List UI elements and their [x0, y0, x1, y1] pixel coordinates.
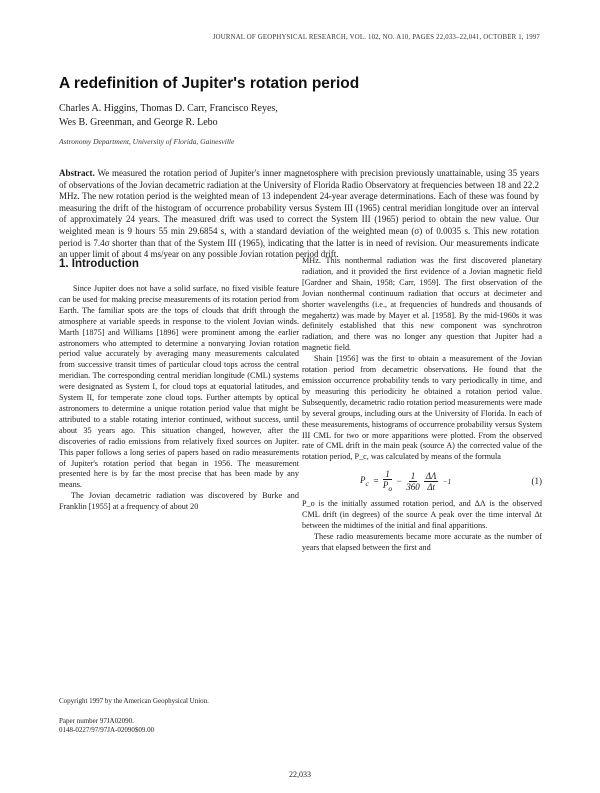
author-line-1: Charles A. Higgins, Thomas D. Carr, Francisco Reyes,: [59, 103, 278, 114]
left-column: [59, 258, 299, 513]
paper-title: A redefinition of Jupiter's rotation period: [59, 75, 360, 92]
author-list: [59, 102, 479, 130]
eq-equals: =: [372, 476, 379, 487]
eq-exponent: −1: [442, 476, 452, 486]
copyright-note: Copyright 1997 by the American Geophysical Union.: [59, 697, 209, 705]
body-paragraph: The Jovian decametric radiation was discovered by Burke and Franklin [1955] at a frequency of about 20: [59, 491, 299, 512]
body-paragraph: Since Jupiter does not have a solid surface, no fixed visible feature can be used for making precise measurements of its rotation period from Earth. The familiar spots are the tops of clouds that drift through the atmosphere at variable speeds in response to the violent Jovian winds. Marth [1875] and Williams [1896] were prominent among the earlier astronomers who attempted to determine a nonvarying Jovian rotation period value accurately by averaging many measurements calculated from successive transit times of particular cloud tops across the central meridian. The corresponding central meridian longitude (CML) systems were designated as System I, for cloud tops at equatorial latitudes, and System II, for temperate zone cloud tops. Further attempts by optical astronomers to determine a unique rotation period value that might be attributed to a stable rotating interior continued, without success, until about 35 years ago. This situation changed, however, after the discoveries of radio emissions from relatively fixed sources on Jupiter. This paper follows a long series of papers based on radio measurements of Jupiter's rotation period that began in 1956. The measurement presented here is by far the most precise that has been made by any means.: [59, 284, 299, 490]
equation-1: [302, 467, 542, 495]
equation-number: (1): [531, 476, 542, 487]
paper-number-block: [59, 717, 299, 735]
body-paragraph: Shain [1956] was the first to obtain a measurement of the Jovian rotation period from decametric observations. He found that the emission occurrence probability tends to vary periodically in time, and by measuring this periodicity he obtained a rotation period value. Subsequently, decametric radio rotation period measurements were made by several groups, including ours at the University of Florida. In each of these measurements, histograms of occurrence probability versus System III CML for two or more apparitions were plotted. From the observed rate of CML drift in the main peak (source A) the corrected value of the rotation period, P_c, was calculated by means of the formula: [302, 354, 542, 462]
body-paragraph: P_o is the initially assumed rotation period, and ΔΛ is the observed CML drift (in degrees) of the source A peak over the time interval Δt between the midtimes of the initial and final apparitions.: [302, 499, 542, 531]
running-head: JOURNAL OF GEOPHYSICAL RESEARCH, VOL. 102, NO. A10, PAGES 22,033–22,041, OCTOBER 1, 1997: [212, 34, 540, 41]
eq-fraction-2: $\frac{1}{360}$: [406, 470, 420, 492]
right-column: [302, 256, 542, 554]
section-heading: 1. Introduction: [59, 258, 139, 270]
issn-code: 0148-0227/97/97JA-02090$09.00: [59, 726, 155, 734]
body-paragraph: These radio measurements became more accurate as the number of years that elapsed between the first and: [302, 531, 542, 552]
abstract: [59, 168, 539, 261]
page-number: 22,033: [289, 770, 311, 779]
eq-fraction-3: $\frac{\Delta\Lambda}{\Delta t}$: [425, 470, 437, 492]
paper-number: Paper number 97JA02090.: [59, 717, 134, 725]
abstract-label: Abstract.: [59, 168, 95, 178]
equation-body: [360, 469, 451, 494]
body-paragraph: MHz. This nonthermal radiation was the first discovered planetary radiation, and it provided the first evidence of a Jovian magnetic field [Gardner and Shain, 1958; Carr, 1959]. The first observation of the Jovian nonthermal continuum radiation that occurs at decimeter and shorter wavelengths (i.e., at frequencies of hundreds and thousands of megahertz) was made by Mayer et al. [1958]. By the mid-1960s it was definitely established that this new component was synchrotron radiation, and there was no longer any question that Jupiter had a magnetic field.: [302, 256, 542, 353]
eq-fraction-1: $\frac{1}{P_o}$: [382, 468, 393, 493]
eq-lhs: $P_c$: [360, 474, 369, 488]
abstract-text: We measured the rotation period of Jupiter's inner magnetosphere with precision previously unattainable, using 35 years of observations of the Jovian decametric radiation at the University of Florida Radio Observatory at frequencies between 18 and 22.2 MHz. The new rotation period is the weighted mean of 13 independent 24-year average determinations. Each of these was found by measuring the drift of the histogram of occurrence probability versus System III (1965) central meridian longitude over an interval of approximately 24 years. The measured drift was used to correct the System III (1965) period to obtain the new value. Our weighted mean is 9 hours 55 min 29.6854 s, with a standard deviation of the weighted mean (σ) of 0.0035 s. This new rotation period is 7.4σ shorter than that of the System III (1965), indicating that the latter is in need of revision. Our measurements indicate an upper limit of about 4 ms/year on any possible Jovian rotation period drift.: [59, 168, 540, 260]
affiliation: Astronomy Department, University of Florida, Gainesville: [59, 137, 235, 146]
eq-minus: −: [396, 476, 403, 487]
author-line-2: Wes B. Greenman, and George R. Lebo: [59, 117, 218, 128]
